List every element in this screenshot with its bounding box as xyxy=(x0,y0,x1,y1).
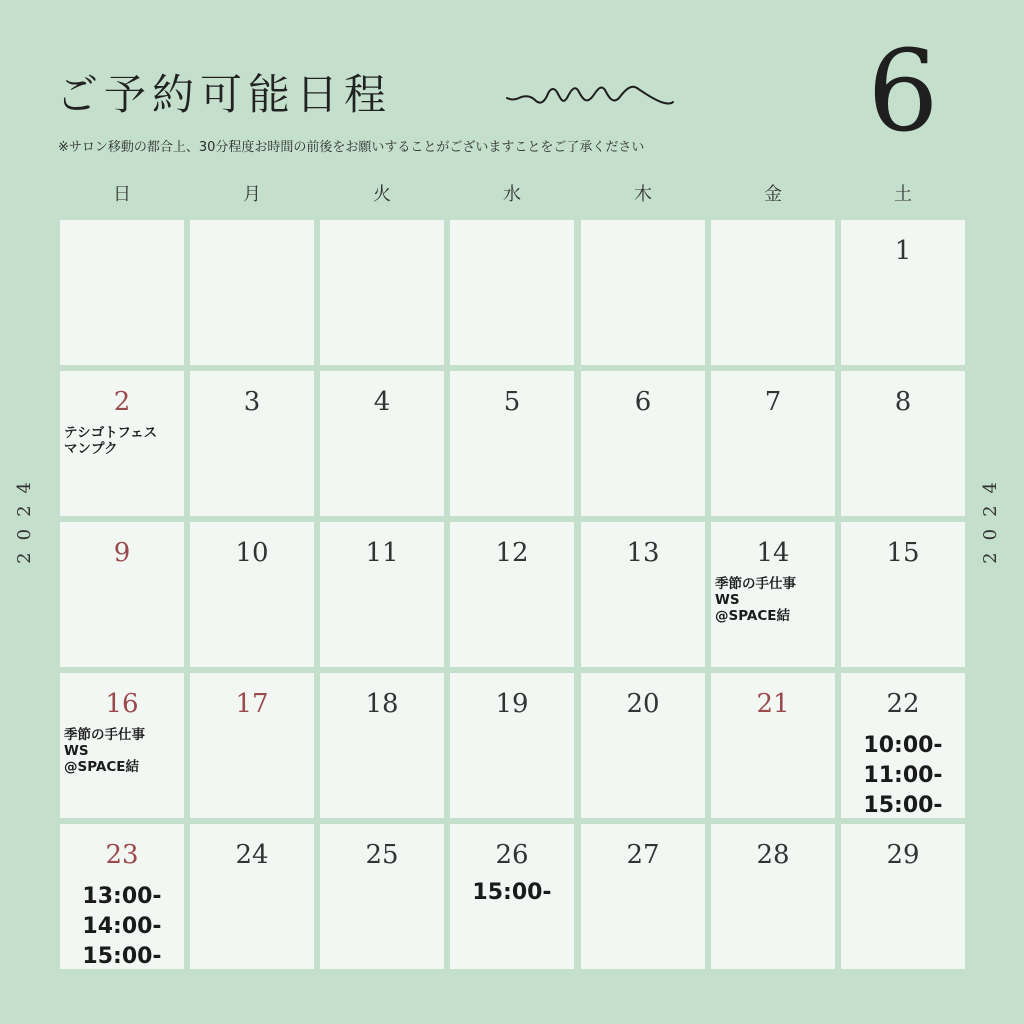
day-number: 2 xyxy=(113,387,131,417)
day-number: 11 xyxy=(365,538,399,568)
day-number: 9 xyxy=(113,538,131,568)
day-cell[interactable] xyxy=(581,371,705,516)
day-cell xyxy=(711,220,835,365)
day-cell[interactable] xyxy=(711,522,835,667)
day-cell[interactable] xyxy=(450,522,574,667)
day-number: 18 xyxy=(365,689,399,719)
day-cell[interactable] xyxy=(450,673,574,818)
day-cell[interactable] xyxy=(60,522,184,667)
day-cell[interactable] xyxy=(60,673,184,818)
day-number: 24 xyxy=(235,840,269,870)
day-cell xyxy=(320,220,444,365)
day-cell[interactable] xyxy=(190,673,314,818)
day-cell xyxy=(581,220,705,365)
event-label: 季節の手仕事 WS @SPACE結 xyxy=(64,727,145,775)
day-number: 12 xyxy=(495,538,529,568)
available-times: 13:00- 14:00- 15:00- xyxy=(82,884,162,969)
day-cell[interactable] xyxy=(581,824,705,969)
available-times: 10:00- 11:00- 15:00- xyxy=(863,733,943,818)
day-cell[interactable] xyxy=(711,673,835,818)
day-cell[interactable] xyxy=(320,371,444,516)
notice-text: ※サロン移動の都合上、30分程度お時間の前後をお願いすることがございますことをご了承ください xyxy=(58,140,645,155)
day-cell[interactable] xyxy=(841,673,965,818)
day-cell[interactable] xyxy=(841,522,965,667)
day-number: 22 xyxy=(886,689,920,719)
day-cell[interactable] xyxy=(190,522,314,667)
day-cell[interactable] xyxy=(581,673,705,818)
day-cell[interactable] xyxy=(841,220,965,365)
day-number: 10 xyxy=(235,538,269,568)
weekday-label: 月 xyxy=(243,184,261,205)
day-cell xyxy=(60,220,184,365)
weekday-label: 木 xyxy=(634,184,652,205)
day-number: 4 xyxy=(373,387,391,417)
day-cell[interactable] xyxy=(320,673,444,818)
day-number: 1 xyxy=(894,236,912,266)
month-number: 6 xyxy=(867,27,939,157)
day-cell[interactable] xyxy=(320,522,444,667)
available-times: 15:00- xyxy=(472,880,552,905)
event-label: 季節の手仕事 WS @SPACE結 xyxy=(715,576,796,624)
day-cell[interactable] xyxy=(841,371,965,516)
weekday-label: 金 xyxy=(764,184,782,205)
day-number: 26 xyxy=(495,840,529,870)
day-cell[interactable] xyxy=(581,522,705,667)
wave-decoration-icon xyxy=(505,76,675,112)
day-number: 3 xyxy=(243,387,261,417)
day-number: 23 xyxy=(105,840,139,870)
day-number: 13 xyxy=(626,538,660,568)
weekday-label: 火 xyxy=(373,184,391,205)
day-number: 7 xyxy=(764,387,782,417)
page-title: ご予約可能日程 xyxy=(56,70,393,119)
weekday-label: 水 xyxy=(503,184,521,205)
day-number: 5 xyxy=(503,387,521,417)
year-label-right: 2024 xyxy=(980,470,1001,564)
day-number: 27 xyxy=(626,840,660,870)
day-cell[interactable] xyxy=(60,371,184,516)
day-cell[interactable] xyxy=(711,371,835,516)
day-cell[interactable] xyxy=(450,824,574,969)
day-number: 8 xyxy=(894,387,912,417)
weekday-label: 日 xyxy=(113,184,131,205)
day-number: 21 xyxy=(756,689,790,719)
day-cell[interactable] xyxy=(711,824,835,969)
day-cell xyxy=(190,220,314,365)
year-label-left: 2024 xyxy=(14,470,35,564)
day-number: 25 xyxy=(365,840,399,870)
day-number: 6 xyxy=(634,387,652,417)
day-number: 17 xyxy=(235,689,269,719)
day-cell[interactable] xyxy=(320,824,444,969)
day-number: 28 xyxy=(756,840,790,870)
day-number: 15 xyxy=(886,538,920,568)
day-number: 20 xyxy=(626,689,660,719)
day-cell[interactable] xyxy=(450,371,574,516)
day-cell xyxy=(450,220,574,365)
day-cell[interactable] xyxy=(190,371,314,516)
day-cell[interactable] xyxy=(60,824,184,969)
weekday-label: 土 xyxy=(894,184,912,205)
day-cell[interactable] xyxy=(841,824,965,969)
day-cell[interactable] xyxy=(190,824,314,969)
day-number: 16 xyxy=(105,689,139,719)
day-number: 19 xyxy=(495,689,529,719)
event-label: テシゴトフェス マンプク xyxy=(64,425,158,457)
day-number: 29 xyxy=(886,840,920,870)
day-number: 14 xyxy=(756,538,790,568)
